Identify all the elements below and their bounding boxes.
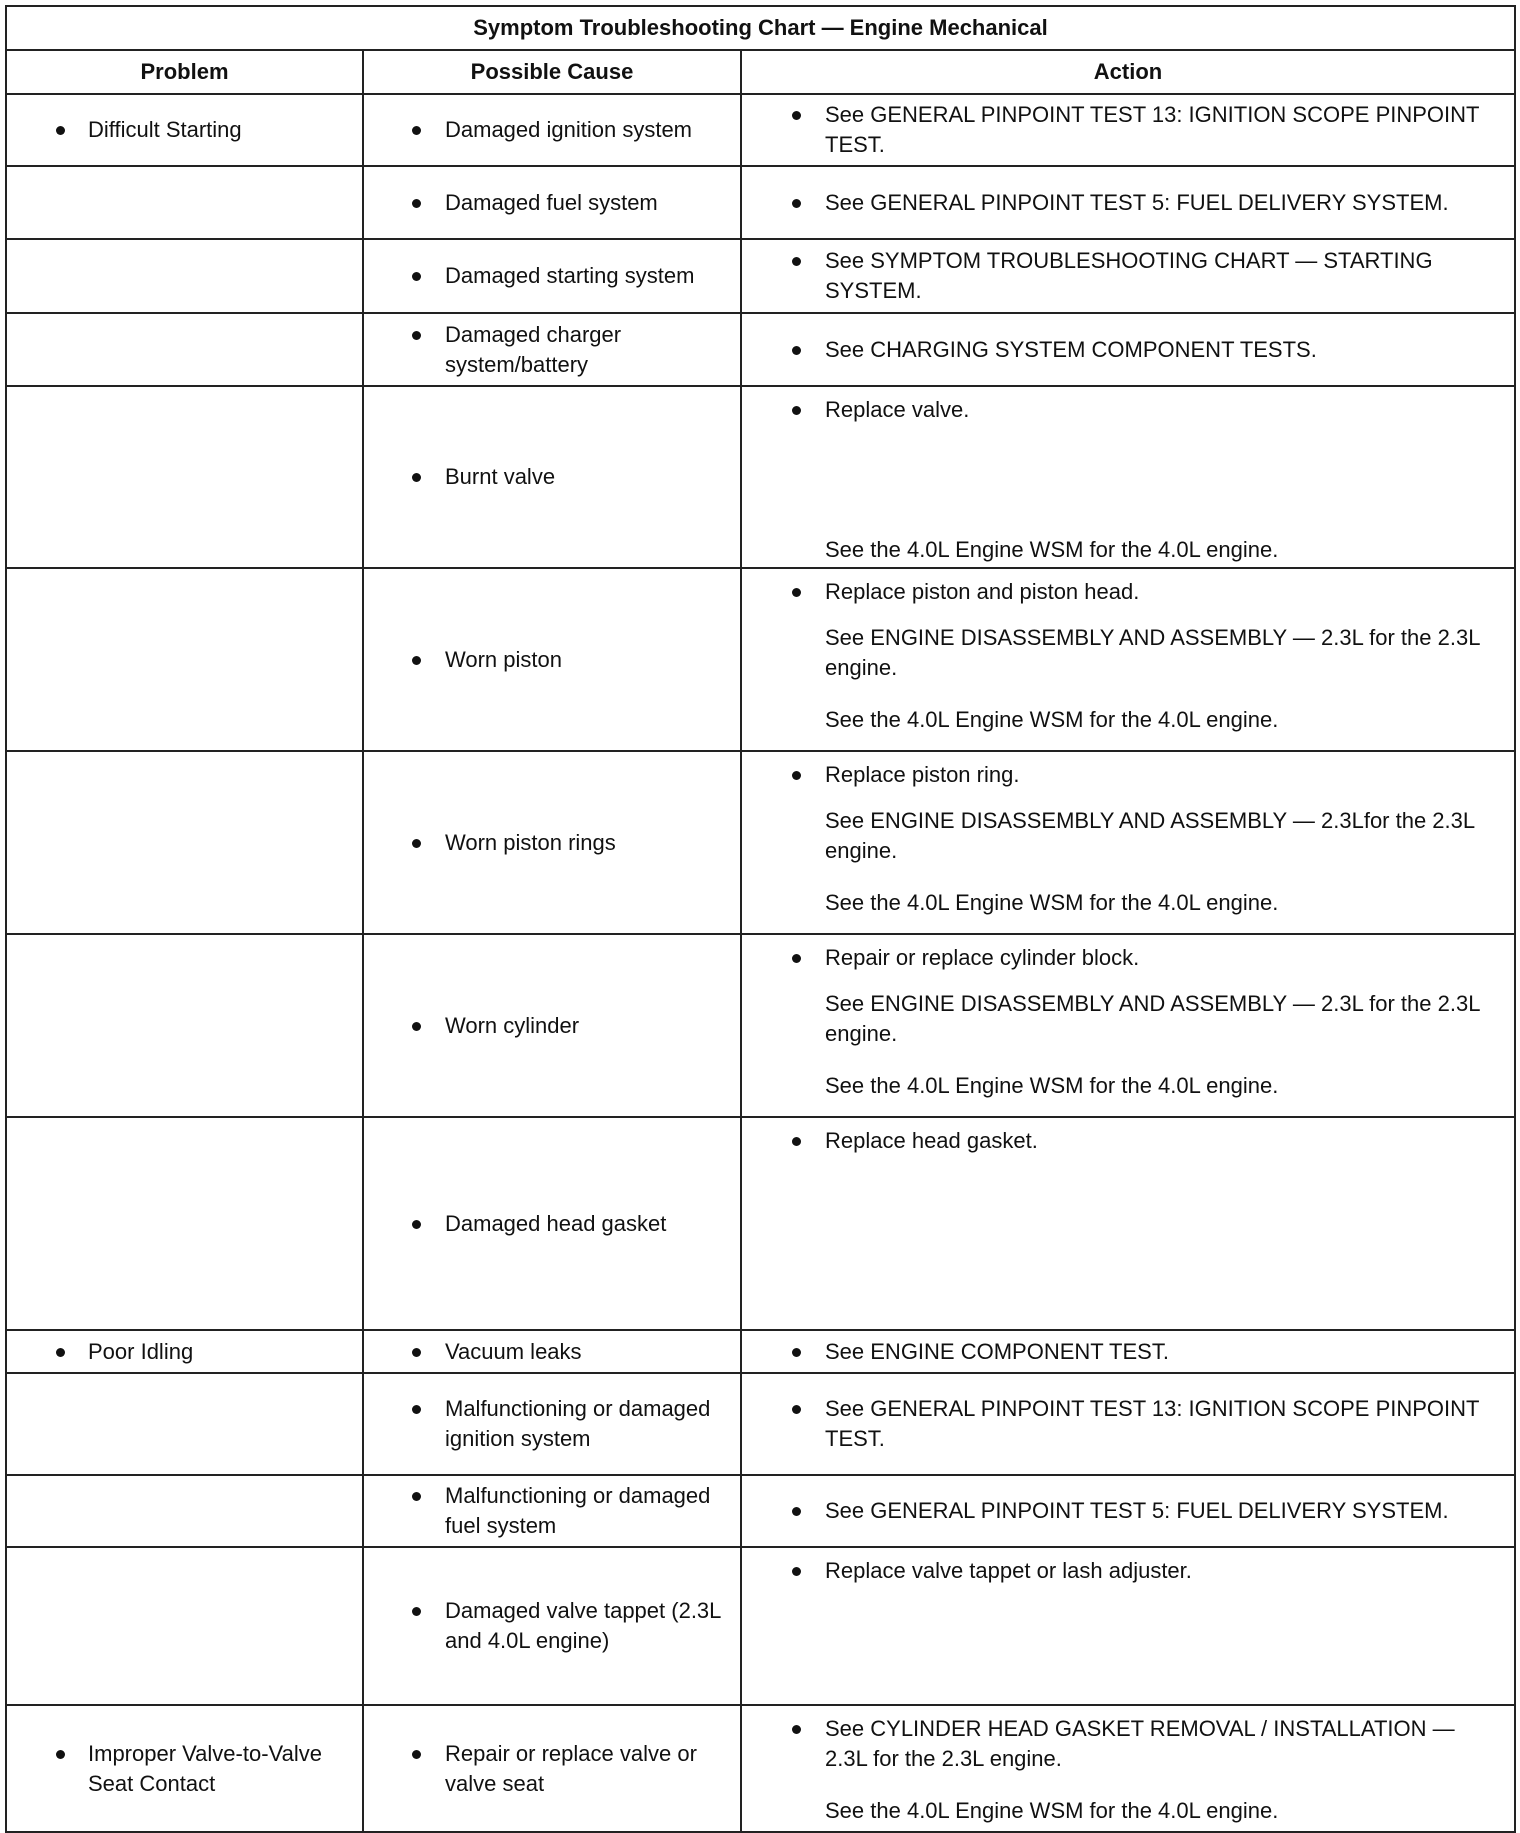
- table-row: [6, 934, 1515, 1117]
- cause-text: Repair or replace valve or valve seat: [445, 1740, 697, 1796]
- cause-cell: [363, 1330, 741, 1373]
- action-cell: [741, 1117, 1515, 1330]
- bullet-icon: [412, 126, 421, 135]
- bullet-icon: [412, 1348, 421, 1357]
- cause-cell: [363, 239, 741, 313]
- table-title: Symptom Troubleshooting Chart — Engine Mechanical: [6, 6, 1515, 50]
- bullet-icon: [412, 1220, 421, 1229]
- bullet-icon: [792, 406, 801, 415]
- bullet-icon: [412, 839, 421, 848]
- table-row: [6, 94, 1515, 166]
- bullet-icon: [412, 1492, 421, 1501]
- bullet-icon: [792, 1507, 801, 1516]
- problem-text: Improper Valve-to-Valve Seat Contact: [88, 1740, 322, 1796]
- table-row: [6, 751, 1515, 934]
- action-text: See GENERAL PINPOINT TEST 13: IGNITION SCOPE PINPOINT TEST.: [825, 102, 1480, 157]
- cause-cell: [363, 1547, 741, 1705]
- problem-cell: [6, 1475, 363, 1547]
- cause-text: Worn piston: [445, 646, 562, 672]
- bullet-icon: [56, 1348, 65, 1357]
- action-cell: [741, 1475, 1515, 1547]
- problem-cell: [6, 568, 363, 751]
- bullet-icon: [56, 1750, 65, 1759]
- action-cell: [741, 1705, 1515, 1832]
- problem-cell: [6, 1330, 363, 1373]
- action-cell: [741, 1330, 1515, 1373]
- action-text: See GENERAL PINPOINT TEST 13: IGNITION SCOPE PINPOINT TEST.: [825, 1396, 1480, 1451]
- action-cell: [741, 1373, 1515, 1475]
- cause-text: Damaged charger system/battery: [445, 321, 622, 377]
- problem-text: Poor Idling: [88, 1338, 194, 1364]
- table-row: [6, 568, 1515, 751]
- bullet-icon: [412, 1405, 421, 1414]
- problem-cell: [6, 934, 363, 1117]
- cause-cell: [363, 1475, 741, 1547]
- action-cell: [741, 751, 1515, 934]
- bullet-icon: [792, 1725, 801, 1734]
- problem-cell: [6, 239, 363, 313]
- action-text: See GENERAL PINPOINT TEST 5: FUEL DELIVERY SYSTEM.: [825, 189, 1449, 215]
- problem-cell: [6, 1547, 363, 1705]
- action-note: See ENGINE DISASSEMBLY AND ASSEMBLY — 2.3Lfor the 2.3L engine.: [825, 808, 1475, 863]
- bullet-icon: [56, 126, 65, 135]
- action-note: See ENGINE DISASSEMBLY AND ASSEMBLY — 2.3L for the 2.3L engine.: [825, 625, 1480, 680]
- action-text: See CHARGING SYSTEM COMPONENT TESTS.: [825, 336, 1317, 362]
- header-problem: Problem: [6, 50, 363, 94]
- bullet-icon: [792, 111, 801, 120]
- bullet-icon: [792, 1567, 801, 1576]
- header-action: Action: [741, 50, 1515, 94]
- action-note: See the 4.0L Engine WSM for the 4.0L engine.: [825, 1798, 1279, 1823]
- table-row: [6, 1475, 1515, 1547]
- cause-cell: [363, 1373, 741, 1475]
- bullet-icon: [792, 1348, 801, 1357]
- table-row: [6, 239, 1515, 313]
- action-text: Repair or replace cylinder block.: [825, 945, 1140, 970]
- bullet-icon: [792, 954, 801, 963]
- bullet-icon: [412, 331, 421, 340]
- action-note: See the 4.0L Engine WSM for the 4.0L engine.: [825, 1073, 1279, 1098]
- action-cell: [741, 934, 1515, 1117]
- bullet-icon: [412, 1607, 421, 1616]
- bullet-icon: [792, 346, 801, 355]
- table-row: [6, 1547, 1515, 1705]
- action-cell: [741, 166, 1515, 239]
- bullet-icon: [792, 588, 801, 597]
- action-cell: [741, 313, 1515, 386]
- cause-cell: [363, 94, 741, 166]
- action-text: See GENERAL PINPOINT TEST 5: FUEL DELIVERY SYSTEM.: [825, 1498, 1449, 1523]
- cause-text: Damaged valve tappet (2.3L and 4.0L engine): [445, 1598, 721, 1653]
- table-row: [6, 1373, 1515, 1475]
- bullet-icon: [412, 656, 421, 665]
- cause-cell: [363, 1705, 741, 1832]
- action-note: See ENGINE DISASSEMBLY AND ASSEMBLY — 2.3L for the 2.3L engine.: [825, 991, 1480, 1046]
- troubleshooting-table: [5, 5, 1516, 1833]
- action-note: See the 4.0L Engine WSM for the 4.0L engine.: [825, 890, 1279, 915]
- action-cell: [741, 386, 1515, 568]
- bullet-icon: [412, 199, 421, 208]
- cause-cell: [363, 568, 741, 751]
- bullet-icon: [792, 1137, 801, 1146]
- problem-cell: [6, 94, 363, 166]
- cause-text: Damaged fuel system: [445, 189, 658, 215]
- table-row: [6, 166, 1515, 239]
- cause-text: Malfunctioning or damaged fuel system: [445, 1483, 711, 1538]
- table-row: [6, 1705, 1515, 1832]
- cause-cell: [363, 166, 741, 239]
- header-possible-cause: Possible Cause: [363, 50, 741, 94]
- bullet-icon: [792, 771, 801, 780]
- cause-text: Burnt valve: [445, 464, 556, 489]
- cause-cell: [363, 313, 741, 386]
- table-row: [6, 386, 1515, 568]
- action-cell: [741, 94, 1515, 166]
- problem-cell: [6, 166, 363, 239]
- action-text: Replace piston ring.: [825, 762, 1020, 787]
- action-text: See ENGINE COMPONENT TEST.: [825, 1338, 1169, 1364]
- action-note: See the 4.0L Engine WSM for the 4.0L engine.: [825, 707, 1279, 732]
- problem-text: Difficult Starting: [88, 117, 242, 142]
- problem-cell: [6, 386, 363, 568]
- cause-cell: [363, 1117, 741, 1330]
- bullet-icon: [412, 1750, 421, 1759]
- action-text: Replace piston and piston head.: [825, 579, 1140, 604]
- bullet-icon: [792, 199, 801, 208]
- action-text: Replace valve.: [825, 397, 970, 422]
- action-cell: [741, 568, 1515, 751]
- action-cell: [741, 1547, 1515, 1705]
- action-cell: [741, 239, 1515, 313]
- bullet-icon: [412, 1022, 421, 1031]
- bullet-icon: [412, 473, 421, 482]
- cause-text: Damaged starting system: [445, 263, 695, 288]
- table-row: [6, 313, 1515, 386]
- action-text: Replace valve tappet or lash adjuster.: [825, 1558, 1192, 1583]
- action-text: See CYLINDER HEAD GASKET REMOVAL / INSTALLATION — 2.3L for the 2.3L engine.: [825, 1716, 1455, 1771]
- table-row: [6, 1117, 1515, 1330]
- problem-cell: [6, 1373, 363, 1475]
- bullet-icon: [792, 1405, 801, 1414]
- action-text: See SYMPTOM TROUBLESHOOTING CHART — STARTING SYSTEM.: [825, 248, 1433, 303]
- cause-cell: [363, 751, 741, 934]
- problem-cell: [6, 751, 363, 934]
- cause-text: Damaged head gasket: [445, 1210, 667, 1236]
- problem-cell: [6, 313, 363, 386]
- cause-text: Worn cylinder: [445, 1012, 580, 1038]
- cause-text: Damaged ignition system: [445, 117, 693, 142]
- cause-text: Malfunctioning or damaged ignition system: [445, 1396, 711, 1451]
- bullet-icon: [412, 272, 421, 281]
- action-text: Replace head gasket.: [825, 1128, 1038, 1153]
- table-row: [6, 1330, 1515, 1373]
- cause-cell: [363, 386, 741, 568]
- problem-cell: [6, 1117, 363, 1330]
- cause-text: Vacuum leaks: [445, 1338, 582, 1364]
- action-note: See the 4.0L Engine WSM for the 4.0L engine.: [825, 537, 1279, 562]
- cause-text: Worn piston rings: [445, 829, 616, 855]
- problem-cell: [6, 1705, 363, 1832]
- bullet-icon: [792, 257, 801, 266]
- cause-cell: [363, 934, 741, 1117]
